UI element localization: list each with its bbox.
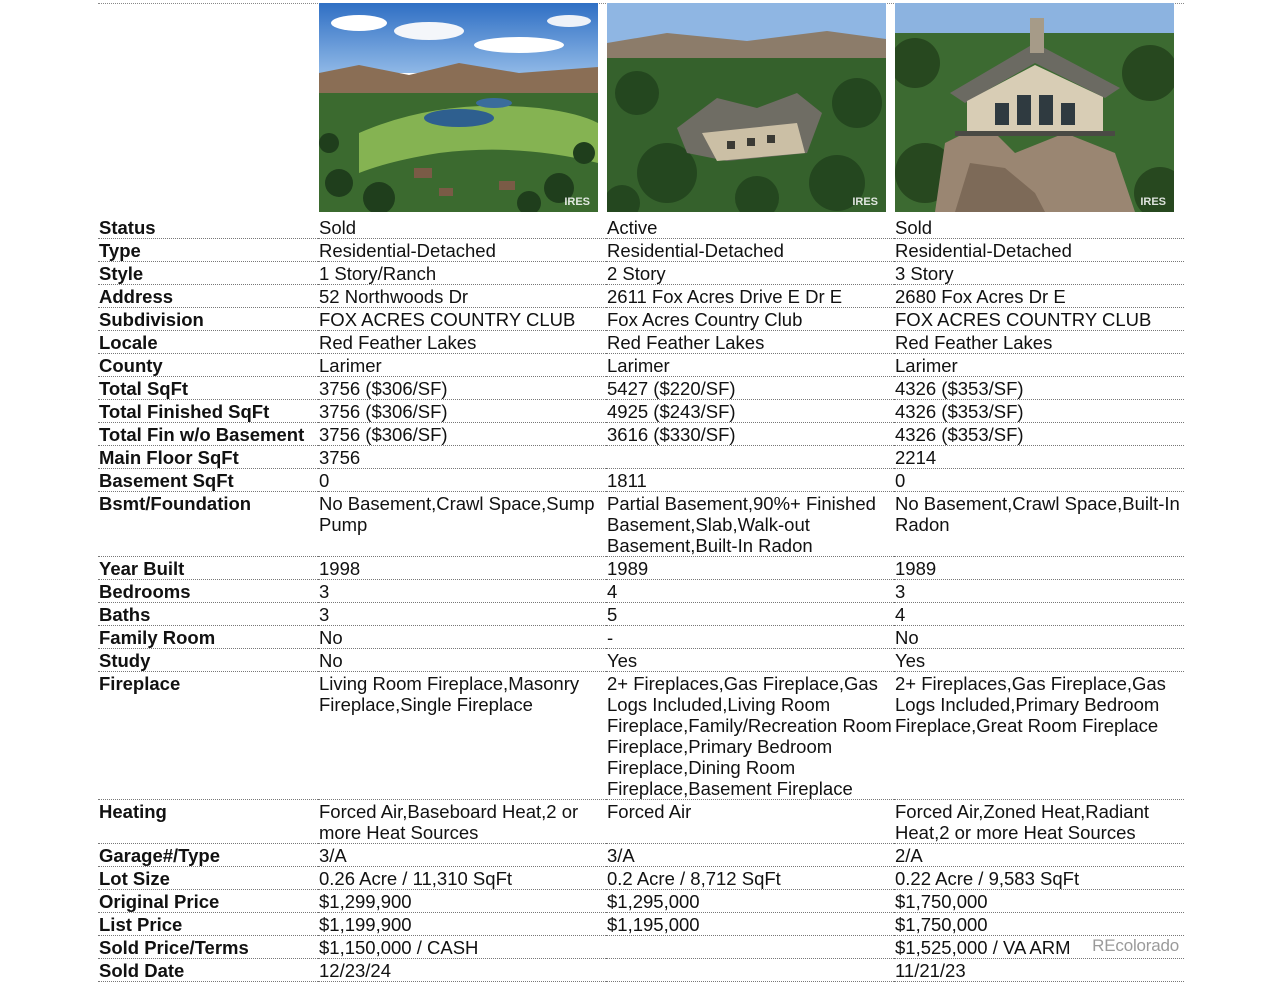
row-style: [98, 262, 1184, 285]
field-label: Sold Price/Terms: [98, 936, 318, 959]
property-2-value: 1811: [606, 469, 894, 492]
photo-watermark: IRES: [1140, 196, 1166, 208]
property-1-value: Forced Air,Baseboard Heat,2 or more Heat Sources: [318, 800, 606, 844]
field-label: Locale: [98, 331, 318, 354]
property-3-value: 1989: [894, 557, 1184, 580]
row-bsmt-foundation: [98, 492, 1184, 557]
property-1-value: 3756 ($306/SF): [318, 423, 606, 446]
property-1-value: 3756 ($306/SF): [318, 377, 606, 400]
property-1-value: 3: [318, 603, 606, 626]
row-baths: [98, 603, 1184, 626]
property-3-value: 2+ Fireplaces,Gas Fireplace,Gas Logs Included,Primary Bedroom Fireplace,Great Room Fireplace: [894, 672, 1184, 800]
property-3-value: 4326 ($353/SF): [894, 377, 1184, 400]
property-3-value: $1,750,000: [894, 890, 1184, 913]
property-3-value: 11/21/23: [894, 959, 1184, 982]
property-2-value: Red Feather Lakes: [606, 331, 894, 354]
property-2-value: [606, 959, 894, 982]
property-1-value: $1,150,000 / CASH: [318, 936, 606, 959]
property-2-value: Forced Air: [606, 800, 894, 844]
row-main-floor-sqft: [98, 446, 1184, 469]
row-family-room: [98, 626, 1184, 649]
property-3-value: 4326 ($353/SF): [894, 400, 1184, 423]
property-1-value: 3/A: [318, 844, 606, 867]
field-label: Status: [98, 216, 318, 239]
property-3-value: 2214: [894, 446, 1184, 469]
field-label: Total Fin w/o Basement: [98, 423, 318, 446]
row-county: [98, 354, 1184, 377]
property-1-value: FOX ACRES COUNTRY CLUB: [318, 308, 606, 331]
property-2-value: $1,295,000: [606, 890, 894, 913]
property-photo-2: [607, 3, 886, 212]
row-total-sqft: [98, 377, 1184, 400]
property-3-value: 0.22 Acre / 9,583 SqFt: [894, 867, 1184, 890]
property-3-value: Forced Air,Zoned Heat,Radiant Heat,2 or more Heat Sources: [894, 800, 1184, 844]
photo-strip: [98, 3, 1184, 212]
field-label: Bsmt/Foundation: [98, 492, 318, 557]
field-label: Fireplace: [98, 672, 318, 800]
property-1-value: Larimer: [318, 354, 606, 377]
property-1-value: 3756: [318, 446, 606, 469]
property-1-value: 1998: [318, 557, 606, 580]
field-label: Address: [98, 285, 318, 308]
property-1-value: 3756 ($306/SF): [318, 400, 606, 423]
property-3-value: No Basement,Crawl Space,Built-In Radon: [894, 492, 1184, 557]
property-2-value: 3/A: [606, 844, 894, 867]
property-2-value: 2+ Fireplaces,Gas Fireplace,Gas Logs Included,Living Room Fireplace,Family/Recreation Room Fireplace,Primary Bedroom Fireplace,Dining Room Fireplace,Basement Fireplace: [606, 672, 894, 800]
field-label: Study: [98, 649, 318, 672]
field-label: County: [98, 354, 318, 377]
row-sold-date: [98, 959, 1184, 982]
property-1-value: Residential-Detached: [318, 239, 606, 262]
field-label: Family Room: [98, 626, 318, 649]
property-1-value: 12/23/24: [318, 959, 606, 982]
property-2-value: [606, 446, 894, 469]
field-label: Sold Date: [98, 959, 318, 982]
property-2-value: 2611 Fox Acres Drive E Dr E: [606, 285, 894, 308]
field-label: Main Floor SqFt: [98, 446, 318, 469]
property-3-value: 4326 ($353/SF): [894, 423, 1184, 446]
property-1-value: $1,199,900: [318, 913, 606, 936]
field-label: Original Price: [98, 890, 318, 913]
field-label: Garage#/Type: [98, 844, 318, 867]
row-year-built: [98, 557, 1184, 580]
property-3-value: Larimer: [894, 354, 1184, 377]
property-1-value: No: [318, 649, 606, 672]
property-2-value: 1989: [606, 557, 894, 580]
row-total-finished-sqft: [98, 400, 1184, 423]
property-1-value: 52 Northwoods Dr: [318, 285, 606, 308]
field-label: List Price: [98, 913, 318, 936]
property-2-value: Fox Acres Country Club: [606, 308, 894, 331]
property-2-value: 4925 ($243/SF): [606, 400, 894, 423]
property-photo-1: [319, 3, 598, 212]
property-2-value: 0.2 Acre / 8,712 SqFt: [606, 867, 894, 890]
property-1-value: Living Room Fireplace,Masonry Fireplace,Single Fireplace: [318, 672, 606, 800]
property-2-value: Yes: [606, 649, 894, 672]
property-photo-3: [895, 3, 1174, 212]
property-3-value: $1,750,000: [894, 913, 1184, 936]
brand-watermark: REcolorado: [1092, 936, 1179, 955]
field-label: Baths: [98, 603, 318, 626]
row-bedrooms: [98, 580, 1184, 603]
property-2-value: 5: [606, 603, 894, 626]
row-basement-sqft: [98, 469, 1184, 492]
row-type: [98, 239, 1184, 262]
row-study: [98, 649, 1184, 672]
row-address: [98, 285, 1184, 308]
property-3-value: 0: [894, 469, 1184, 492]
property-3-value: 2680 Fox Acres Dr E: [894, 285, 1184, 308]
property-1-value: 0.26 Acre / 11,310 SqFt: [318, 867, 606, 890]
row-fireplace: [98, 672, 1184, 800]
row-subdivision: [98, 308, 1184, 331]
property-2-value: [606, 936, 894, 959]
property-3-value: Yes: [894, 649, 1184, 672]
property-2-value: Active: [606, 216, 894, 239]
property-3-value: 2/A: [894, 844, 1184, 867]
property-2-value: 2 Story: [606, 262, 894, 285]
row-sold-price-terms: [98, 936, 1184, 959]
property-3-value: No: [894, 626, 1184, 649]
property-2-value: Residential-Detached: [606, 239, 894, 262]
property-3-value: Red Feather Lakes: [894, 331, 1184, 354]
photo-watermark: IRES: [852, 196, 878, 208]
field-label: Year Built: [98, 557, 318, 580]
property-3-value: 3: [894, 580, 1184, 603]
property-3-value: Sold: [894, 216, 1184, 239]
property-1-value: 0: [318, 469, 606, 492]
row-total-fin-w-o-basement: [98, 423, 1184, 446]
property-1-value: 1 Story/Ranch: [318, 262, 606, 285]
field-label: Basement SqFt: [98, 469, 318, 492]
field-label: Total Finished SqFt: [98, 400, 318, 423]
row-garage-type: [98, 844, 1184, 867]
property-2-value: Partial Basement,90%+ Finished Basement,Slab,Walk-out Basement,Built-In Radon: [606, 492, 894, 557]
field-label: Subdivision: [98, 308, 318, 331]
photo-watermark: IRES: [564, 196, 590, 208]
property-1-value: No Basement,Crawl Space,Sump Pump: [318, 492, 606, 557]
property-1-value: $1,299,900: [318, 890, 606, 913]
row-status: [98, 216, 1184, 239]
property-3-value: 4: [894, 603, 1184, 626]
property-1-value: Red Feather Lakes: [318, 331, 606, 354]
property-2-value: -: [606, 626, 894, 649]
property-2-value: 5427 ($220/SF): [606, 377, 894, 400]
row-list-price: [98, 913, 1184, 936]
property-3-value: FOX ACRES COUNTRY CLUB: [894, 308, 1184, 331]
field-label: Style: [98, 262, 318, 285]
property-1-value: No: [318, 626, 606, 649]
property-comparison-table: [98, 216, 1184, 982]
property-1-value: 3: [318, 580, 606, 603]
property-3-value: Residential-Detached: [894, 239, 1184, 262]
field-label: Lot Size: [98, 867, 318, 890]
row-original-price: [98, 890, 1184, 913]
row-heating: [98, 800, 1184, 844]
property-1-value: Sold: [318, 216, 606, 239]
property-2-value: Larimer: [606, 354, 894, 377]
property-3-value: $1,525,000 / VA ARM: [894, 936, 1184, 959]
property-2-value: 4: [606, 580, 894, 603]
field-label: Heating: [98, 800, 318, 844]
row-lot-size: [98, 867, 1184, 890]
property-3-value: 3 Story: [894, 262, 1184, 285]
field-label: Total SqFt: [98, 377, 318, 400]
property-2-value: 3616 ($330/SF): [606, 423, 894, 446]
property-2-value: $1,195,000: [606, 913, 894, 936]
row-locale: [98, 331, 1184, 354]
field-label: Type: [98, 239, 318, 262]
field-label: Bedrooms: [98, 580, 318, 603]
